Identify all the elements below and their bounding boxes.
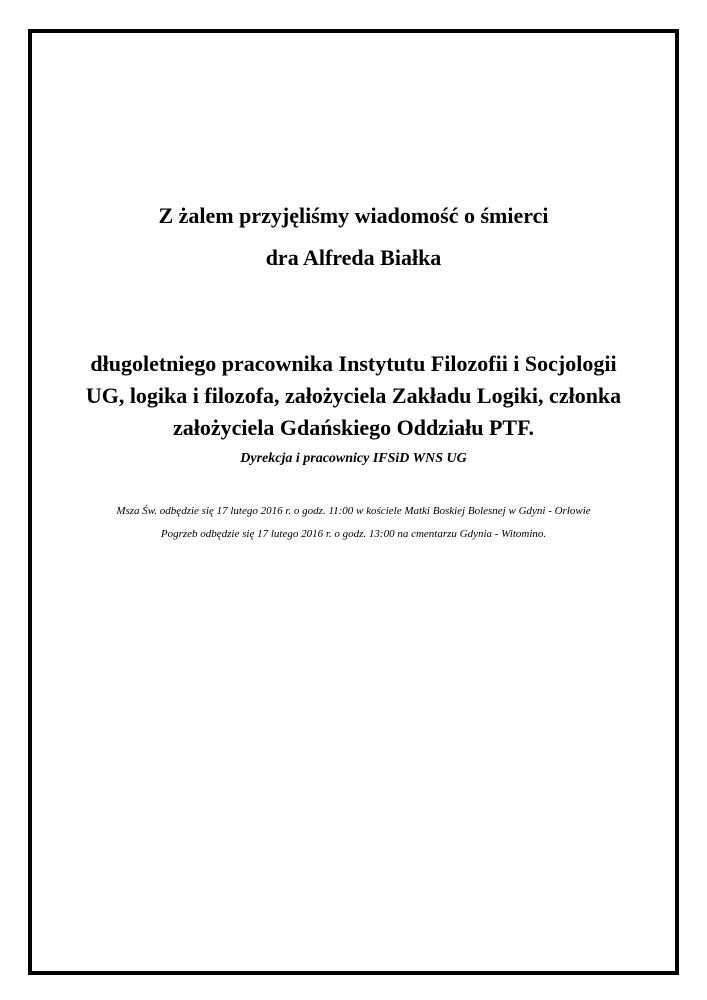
funeral-info: Pogrzeb odbędzie się 17 lutego 2016 r. o godz. 13:00 na cmentarzu Gdynia - Witomino. (160, 528, 547, 540)
description-line-2: UG, logika i filozofa, założyciela Zakładu Logiki, członka (85, 383, 622, 408)
signature: Dyrekcja i pracownicy IFSiD WNS UG (240, 451, 467, 466)
mass-info: Msza Św. odbędzie się 17 lutego 2016 r. o godz. 11:00 w kościele Matki Boskiej Bolesnej w Gdyni - Orłowie (116, 505, 591, 517)
title-line-2: dra Alfreda Białka (265, 245, 442, 270)
description-line-1: długoletniego pracownika Instytutu Filozofii i Socjologii (90, 351, 617, 376)
description-line-3: założyciela Gdańskiego Oddziału PTF. (173, 415, 534, 440)
title-line-1: Z żalem przyjęliśmy wiadomość o śmierci (158, 203, 549, 228)
page-border (28, 29, 679, 975)
